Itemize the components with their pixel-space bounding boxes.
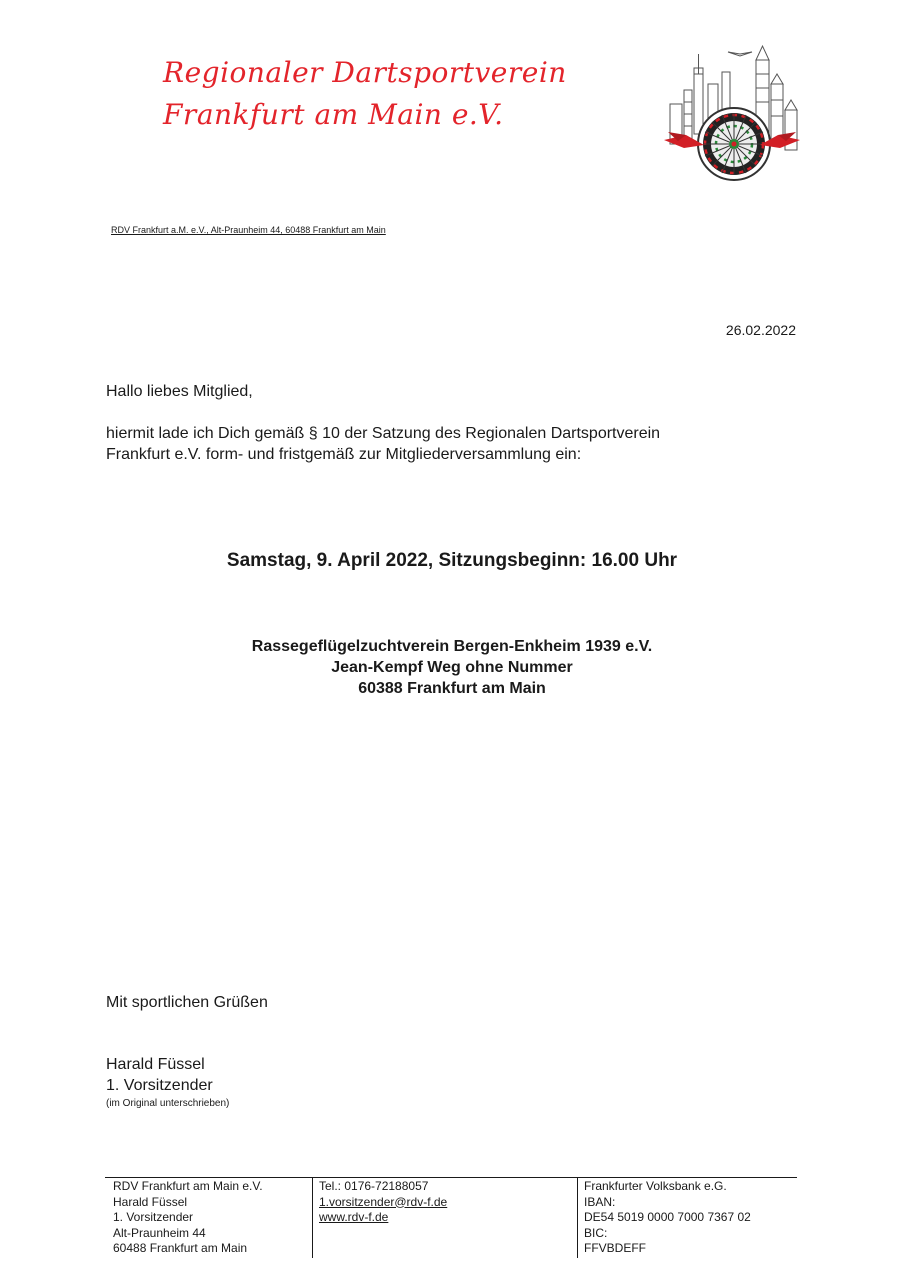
club-name-line-2: Frankfurt am Main e.V.	[163, 98, 504, 131]
closing: Mit sportlichen Grüßen	[106, 994, 268, 1011]
signer-name: Harald Füssel	[106, 1056, 205, 1073]
footer-website-link[interactable]: www.rdv-f.de	[319, 1210, 389, 1224]
footer-email-link[interactable]: 1.vorsitzender@rdv-f.de	[319, 1194, 448, 1209]
footer-bank-line: BIC:	[584, 1225, 608, 1240]
footer-address-line: 60488 Frankfurt am Main	[113, 1241, 248, 1255]
letter-date: 26.02.2022	[725, 322, 796, 338]
venue-street: Jean-Kempf Weg ohne Nummer	[331, 659, 573, 676]
footer-address-line: 1. Vorsitzender	[113, 1210, 194, 1224]
footer-bank-line: Frankfurter Volksbank e.G.	[584, 1179, 727, 1193]
dartboard-skyline-logo-icon	[664, 44, 800, 184]
intro-line-1: hiermit lade ich Dich gemäß § 10 der Satzung des Regionalen Dartsportverein	[106, 425, 661, 442]
meeting-date: Samstag, 9. April 2022, Sitzungsbeginn: 16.00 Uhr	[226, 550, 678, 571]
footer-phone: Tel.: 0176-72188057	[319, 1179, 429, 1193]
footer-address-line: Alt-Praunheim 44	[113, 1225, 206, 1240]
footer-bank	[577, 1177, 798, 1258]
footer-contact	[312, 1177, 584, 1258]
footer-bank-line: DE54 5019 0000 7000 7367 02	[584, 1210, 751, 1224]
footer-bank-line: IBAN:	[584, 1194, 616, 1209]
footer-address-line: Harald Füssel	[113, 1194, 188, 1209]
footer-address-line: RDV Frankfurt am Main e.V.	[113, 1179, 263, 1193]
venue-city: 60388 Frankfurt am Main	[358, 680, 546, 697]
signed-note: (im Original unterschrieben)	[106, 1098, 230, 1109]
club-name-line-1: Regionaler Dartsportverein	[163, 56, 567, 89]
footer-address	[113, 1177, 309, 1258]
return-address: RDV Frankfurt a.M. e.V., Alt-Praunheim 44, 60488 Frankfurt am Main	[111, 225, 386, 235]
venue-name: Rassegeflügelzuchtverein Bergen-Enkheim 1939 e.V.	[251, 638, 653, 655]
intro-line-2: Frankfurt e.V. form- und fristgemäß zur Mitgliederversammlung ein:	[106, 446, 582, 463]
salutation: Hallo liebes Mitglied,	[106, 383, 253, 400]
footer-bank-line: FFVBDEFF	[584, 1241, 646, 1255]
signer-role: 1. Vorsitzender	[106, 1077, 213, 1094]
